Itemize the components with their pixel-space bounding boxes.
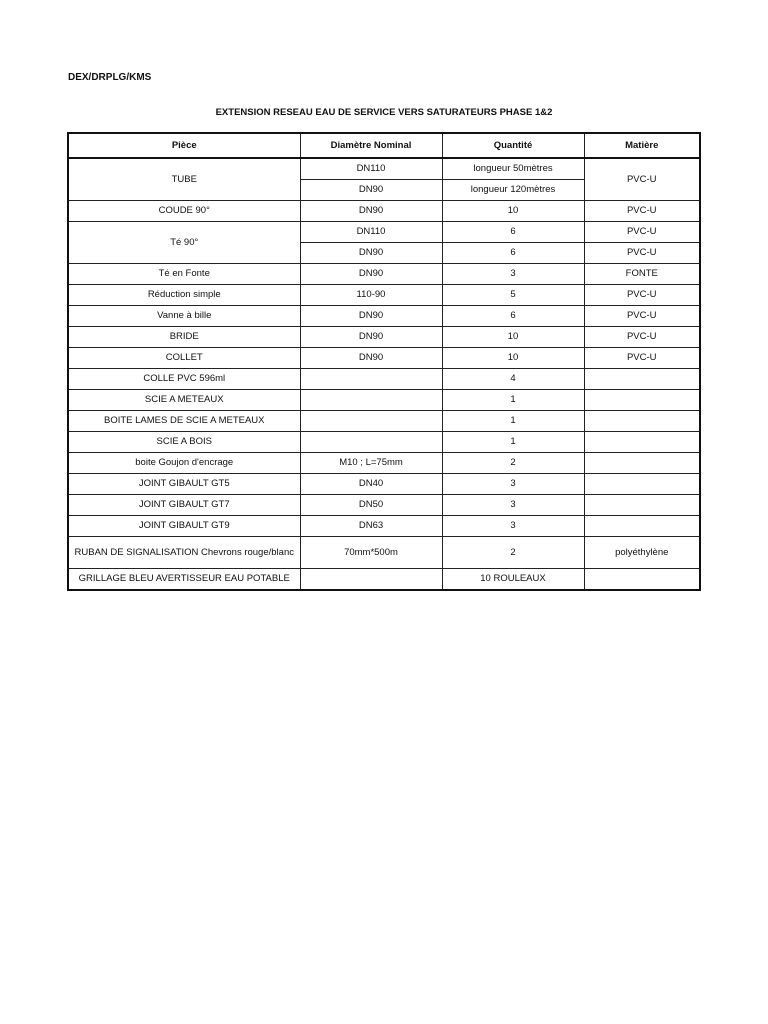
cell-quantite: 1 [442,432,584,453]
cell-piece: GRILLAGE BLEU AVERTISSEUR EAU POTABLE [68,569,300,591]
table-row [68,453,700,474]
table-row [68,158,700,180]
cell-piece: Vanne à bille [68,306,300,327]
cell-matiere: PVC-U [584,327,700,348]
cell-matiere [584,516,700,537]
cell-quantite: 1 [442,411,584,432]
table-row [68,201,700,222]
cell-piece: COUDE 90° [68,201,300,222]
cell-quantite: 6 [442,243,584,264]
cell-matiere [584,369,700,390]
cell-piece: JOINT GIBAULT GT7 [68,495,300,516]
cell-matiere: PVC-U [584,158,700,201]
cell-quantite: 3 [442,474,584,495]
header-piece: Pièce [68,133,300,158]
cell-matiere [584,474,700,495]
table-row [68,348,700,369]
cell-matiere [584,569,700,591]
table-row [68,569,700,591]
cell-matiere [584,390,700,411]
table-row [68,306,700,327]
cell-matiere: PVC-U [584,222,700,243]
table-row [68,222,700,243]
cell-quantite: 10 [442,348,584,369]
table-row [68,264,700,285]
cell-piece: COLLE PVC 596ml [68,369,300,390]
cell-diametre [300,569,442,591]
table-row [68,285,700,306]
cell-diametre [300,411,442,432]
cell-quantite: 10 [442,327,584,348]
table-row [68,516,700,537]
cell-diametre: DN110 [300,222,442,243]
cell-piece: JOINT GIBAULT GT5 [68,474,300,495]
table-row [68,537,700,569]
cell-piece: SCIE A METEAUX [68,390,300,411]
cell-diametre [300,390,442,411]
cell-matiere: PVC-U [584,285,700,306]
cell-matiere [584,453,700,474]
cell-diametre: DN110 [300,158,442,180]
header-diametre: Diamètre Nominal [300,133,442,158]
table-row [68,327,700,348]
cell-diametre: DN90 [300,306,442,327]
table-header-row [68,133,700,158]
header-quantite: Quantité [442,133,584,158]
cell-diametre: DN50 [300,495,442,516]
header-matiere: Matière [584,133,700,158]
cell-diametre: 110-90 [300,285,442,306]
materials-table [67,132,701,591]
cell-piece: TUBE [68,158,300,201]
cell-piece: Té 90° [68,222,300,264]
cell-quantite: 10 [442,201,584,222]
table-row [68,390,700,411]
cell-matiere: polyéthylène [584,537,700,569]
cell-quantite: 6 [442,306,584,327]
cell-diametre: 70mm*500m [300,537,442,569]
cell-quantite: longueur 120mètres [442,180,584,201]
cell-matiere: PVC-U [584,306,700,327]
cell-quantite: 10 ROULEAUX [442,569,584,591]
cell-diametre: DN90 [300,180,442,201]
cell-quantite: 3 [442,516,584,537]
cell-piece: Té en Fonte [68,264,300,285]
cell-diametre: DN63 [300,516,442,537]
table-row [68,495,700,516]
cell-quantite: 1 [442,390,584,411]
table-row [68,411,700,432]
cell-piece: boite Goujon d'encrage [68,453,300,474]
cell-matiere: FONTE [584,264,700,285]
cell-piece: BRIDE [68,327,300,348]
cell-piece: BOITE LAMES DE SCIE A METEAUX [68,411,300,432]
cell-quantite: longueur 50mètres [442,158,584,180]
cell-diametre: DN90 [300,264,442,285]
cell-matiere: PVC-U [584,201,700,222]
cell-piece: COLLET [68,348,300,369]
table-row [68,369,700,390]
cell-quantite: 3 [442,264,584,285]
cell-diametre: DN40 [300,474,442,495]
cell-matiere [584,411,700,432]
cell-matiere [584,495,700,516]
cell-quantite: 2 [442,537,584,569]
cell-quantite: 6 [442,222,584,243]
table-row [68,432,700,453]
cell-diametre: M10 ; L=75mm [300,453,442,474]
cell-matiere: PVC-U [584,243,700,264]
cell-quantite: 2 [442,453,584,474]
cell-piece: JOINT GIBAULT GT9 [68,516,300,537]
document-title: EXTENSION RESEAU EAU DE SERVICE VERS SATURATEURS PHASE 1&2 [215,107,553,118]
cell-matiere: PVC-U [584,348,700,369]
cell-diametre: DN90 [300,201,442,222]
cell-piece: RUBAN DE SIGNALISATION Chevrons rouge/blanc [68,537,300,569]
cell-diametre [300,432,442,453]
cell-diametre: DN90 [300,327,442,348]
cell-matiere [584,432,700,453]
table-row [68,474,700,495]
cell-diametre: DN90 [300,243,442,264]
document-reference: DEX/DRPLG/KMS [68,72,152,83]
cell-diametre: DN90 [300,348,442,369]
cell-quantite: 3 [442,495,584,516]
cell-piece: SCIE A BOIS [68,432,300,453]
cell-quantite: 5 [442,285,584,306]
cell-quantite: 4 [442,369,584,390]
cell-piece: Réduction simple [68,285,300,306]
cell-diametre [300,369,442,390]
